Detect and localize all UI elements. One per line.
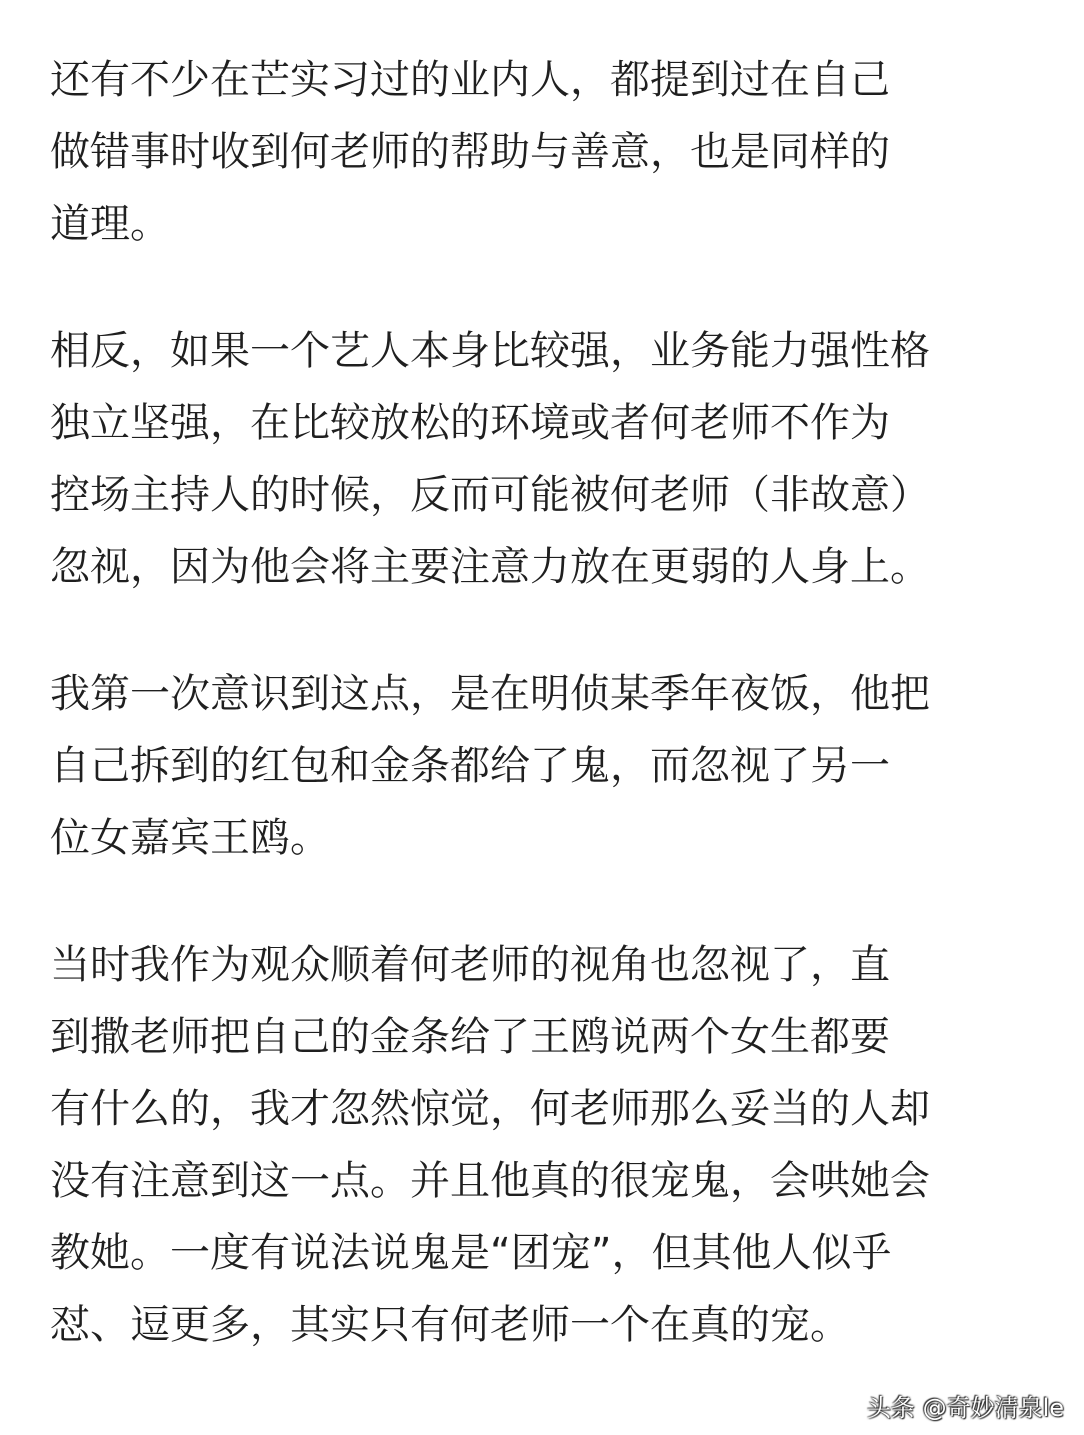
text-line: 相反，如果一个艺人本身比较强，业务能力强性格 <box>50 328 930 374</box>
text-line: 到撒老师把自己的金条给了王鸥说两个女生都要 <box>50 1014 890 1060</box>
text-line: 当时我作为观众顺着何老师的视角也忽视了，直 <box>50 942 890 988</box>
text-line: 还有不少在芒实习过的业内人，都提到过在自己 <box>50 57 890 103</box>
text-line: 独立坚强，在比较放松的环境或者何老师不作为 <box>50 400 890 446</box>
watermark: 头条 @奇妙清泉le <box>866 1394 1064 1422</box>
paragraph-3 <box>50 658 1050 874</box>
paragraph-1 <box>50 44 1050 260</box>
paragraph-4 <box>50 929 1050 1361</box>
text-line: 我第一次意识到这点，是在明侦某季年夜饭，他把 <box>50 671 930 717</box>
text-line: 怼、逗更多，其实只有何老师一个在真的宠。 <box>50 1302 850 1348</box>
paragraph-2 <box>50 315 1050 603</box>
text-line: 有什么的，我才忽然惊觉，何老师那么妥当的人却 <box>50 1086 930 1132</box>
text-line: 控场主持人的时候，反而可能被何老师（非故意） <box>50 472 930 518</box>
text-line: 忽视，因为他会将主要注意力放在更弱的人身上。 <box>50 544 930 590</box>
article-body <box>50 44 1050 1416</box>
text-line: 道理。 <box>50 201 170 247</box>
text-line: 位女嘉宾王鸥。 <box>50 815 330 861</box>
text-line: 自己拆到的红包和金条都给了鬼，而忽视了另一 <box>50 743 890 789</box>
text-line: 做错事时收到何老师的帮助与善意，也是同样的 <box>50 129 890 175</box>
text-line: 没有注意到这一点。并且他真的很宠鬼，会哄她会 <box>50 1158 930 1204</box>
text-line: 教她。一度有说法说鬼是“团宠”，但其他人似乎 <box>50 1230 892 1276</box>
